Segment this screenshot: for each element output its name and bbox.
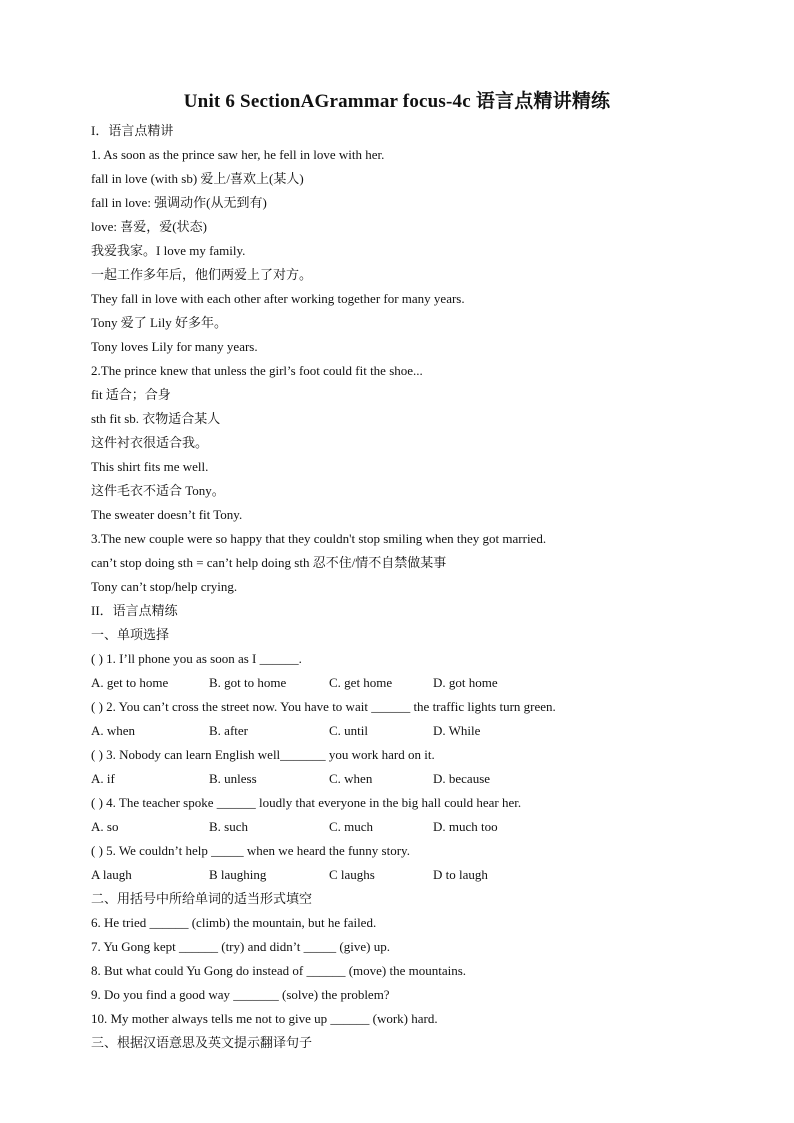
answer-options bbox=[91, 815, 731, 839]
answer-option: B. after bbox=[209, 723, 248, 738]
fill-question: 8. But what could Yu Gong do instead of ______ (move) the mountains. bbox=[91, 963, 467, 978]
answer-option: C. until bbox=[329, 723, 369, 738]
text-line: 2.The prince knew that unless the girl’s foot could fit the shoe... bbox=[91, 363, 423, 378]
text-line: can’t stop doing sth = can’t help doing sth 忍不住/情不自禁做某事 bbox=[91, 555, 447, 570]
question-stem: ( ) 4. The teacher spoke ______ loudly that everyone in the big hall could hear her. bbox=[91, 795, 522, 810]
answer-options bbox=[91, 671, 731, 695]
text-line: love: 喜爱，爱(状态) bbox=[91, 219, 207, 234]
part-heading: 二、用括号中所给单词的适当形式填空 bbox=[91, 891, 313, 906]
answer-option: D. much too bbox=[433, 819, 498, 834]
text-line: The sweater doesn’t fit Tony. bbox=[91, 507, 243, 522]
question-stem: ( ) 2. You can’t cross the street now. You have to wait ______ the traffic lights turn green. bbox=[91, 699, 556, 714]
text-line: 一起工作多年后，他们两爱上了对方。 bbox=[91, 267, 313, 282]
answer-option: B laughing bbox=[209, 867, 267, 882]
answer-option: D to laugh bbox=[433, 867, 488, 882]
answer-option: B. unless bbox=[209, 771, 257, 786]
part-heading: 三、根据汉语意思及英文提示翻译句子 bbox=[91, 1035, 313, 1050]
text-line: Tony loves Lily for many years. bbox=[91, 339, 258, 354]
fill-question: 9. Do you find a good way _______ (solve) the problem? bbox=[91, 987, 390, 1002]
answer-option: A. so bbox=[91, 819, 119, 834]
text-line: Tony 爱了 Lily 好多年。 bbox=[91, 315, 227, 330]
answer-option: C laughs bbox=[329, 867, 375, 882]
answer-option: A. when bbox=[91, 723, 136, 738]
answer-option: B. got to home bbox=[209, 675, 287, 690]
page-title: Unit 6 SectionAGrammar focus-4c 语言点精讲精练 bbox=[183, 91, 611, 112]
choice-questions bbox=[91, 647, 731, 887]
text-line: Tony can’t stop/help crying. bbox=[91, 579, 238, 594]
document-body bbox=[91, 119, 731, 1055]
text-line: They fall in love with each other after working together for many years. bbox=[91, 291, 465, 306]
answer-option: D. got home bbox=[433, 675, 498, 690]
text-line: fall in love (with sb) 爱上/喜欢上(某人) bbox=[91, 171, 304, 186]
question-stem: ( ) 3. Nobody can learn English well_______ you work hard on it. bbox=[91, 747, 435, 762]
fill-question: 10. My mother always tells me not to give up ______ (work) hard. bbox=[91, 1011, 438, 1026]
fill-question: 7. Yu Gong kept ______ (try) and didn’t _____ (give) up. bbox=[91, 939, 390, 954]
fill-in-questions bbox=[91, 911, 731, 1031]
answer-option: A. if bbox=[91, 771, 115, 786]
answer-option: C. get home bbox=[329, 675, 393, 690]
part-heading: 一、单项选择 bbox=[91, 627, 170, 642]
fill-question: 6. He tried ______ (climb) the mountain, but he failed. bbox=[91, 915, 377, 930]
answer-options bbox=[91, 719, 731, 743]
answer-option: A laugh bbox=[91, 867, 132, 882]
answer-option: D. While bbox=[433, 723, 481, 738]
section1-lines bbox=[91, 143, 731, 599]
answer-option: B. such bbox=[209, 819, 248, 834]
question-stem: ( ) 1. I’ll phone you as soon as I ______. bbox=[91, 651, 302, 666]
answer-option: C. when bbox=[329, 771, 373, 786]
text-line: This shirt fits me well. bbox=[91, 459, 209, 474]
answer-option: C. much bbox=[329, 819, 374, 834]
text-line: sth fit sb. 衣物适合某人 bbox=[91, 411, 221, 426]
question-stem: ( ) 5. We couldn’t help _____ when we heard the funny story. bbox=[91, 843, 410, 858]
answer-option: D. because bbox=[433, 771, 491, 786]
text-line: 3.The new couple were so happy that they couldn't stop smiling when they got married. bbox=[91, 531, 547, 546]
text-line: 我爱我家。I love my family. bbox=[91, 243, 246, 258]
answer-option: A. get to home bbox=[91, 675, 169, 690]
text-line: fit 适合；合身 bbox=[91, 387, 171, 402]
answer-options bbox=[91, 863, 731, 887]
section-heading: I．语言点精讲 bbox=[91, 123, 174, 138]
text-line: 这件衬衣很适合我。 bbox=[91, 435, 209, 450]
text-line: 1. As soon as the prince saw her, he fell in love with her. bbox=[91, 147, 385, 162]
text-line: fall in love: 强调动作(从无到有) bbox=[91, 195, 267, 210]
text-line: 这件毛衣不适合 Tony。 bbox=[91, 483, 225, 498]
answer-options bbox=[91, 767, 731, 791]
section-heading: II．语言点精练 bbox=[91, 603, 178, 618]
